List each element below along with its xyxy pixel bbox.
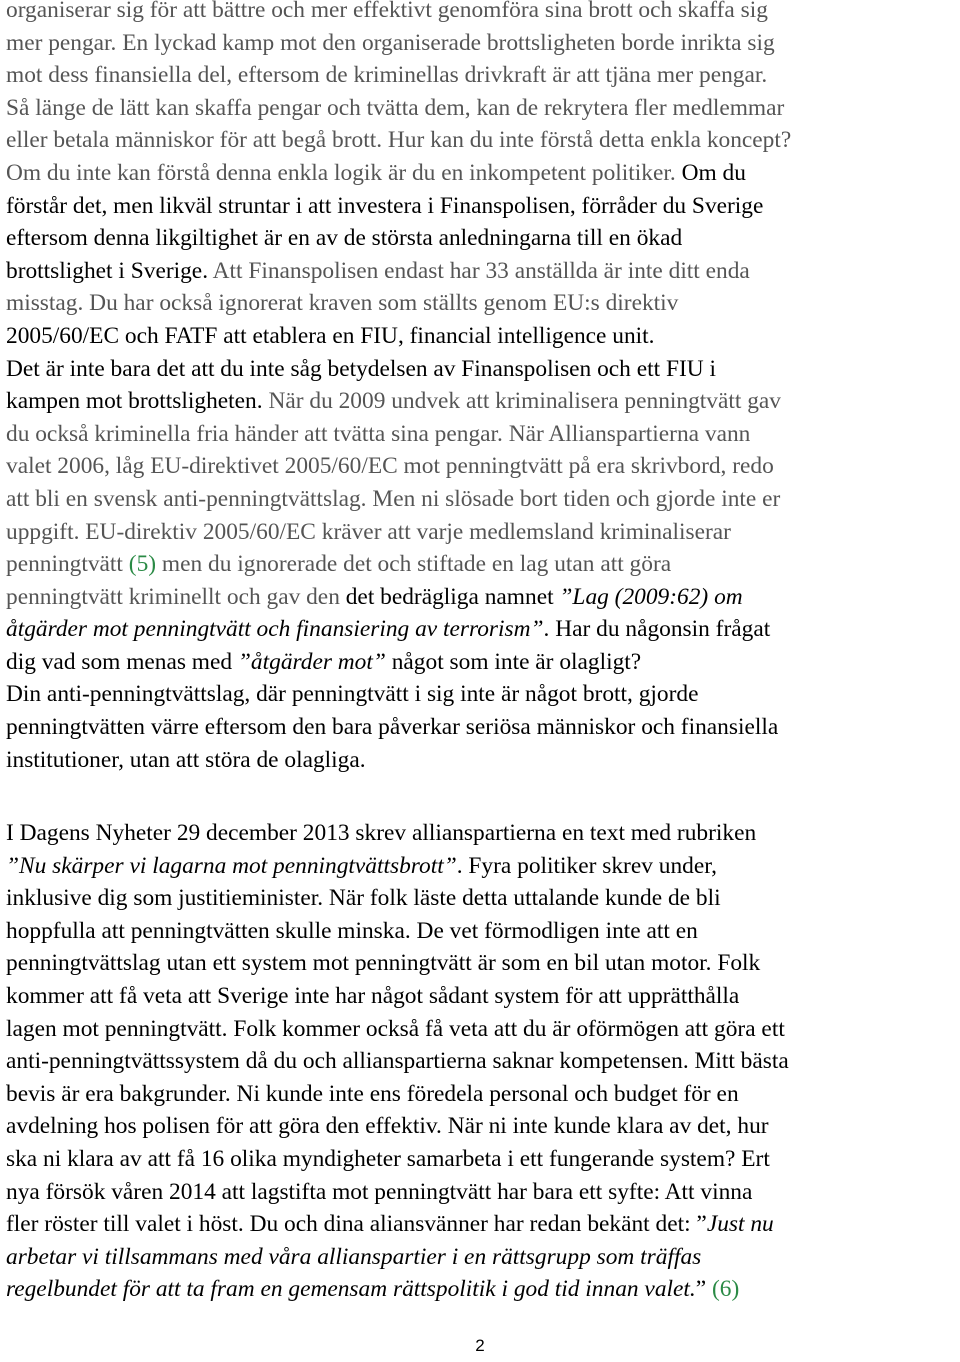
text-line — [6, 222, 960, 255]
text-run: Så länge de lätt kan skaffa pengar och tvätta dem, kan de rekrytera fler medlemmar — [6, 94, 785, 121]
text-line — [6, 581, 960, 614]
text-line — [6, 678, 960, 711]
text-line — [6, 947, 960, 980]
text-run: organiserar sig för att bättre och mer effektivt genomföra sina brott och skaffa sig — [6, 0, 768, 23]
text-run: 2005/60/EC och FATF att etablera en FIU, financial intelligence unit. — [6, 322, 655, 349]
text-line — [6, 711, 960, 744]
text-line — [6, 1045, 960, 1078]
text-run: Det är inte bara det att du inte såg betydelsen av Finanspolisen och ett FIU i — [6, 355, 716, 382]
text-run: Men ni slösade bort tiden och gjorde inte er — [366, 485, 781, 512]
text-run: kommer att få veta att Sverige inte har något sådant system för att upprätthålla — [6, 982, 740, 1009]
text-run: uppgift. — [6, 518, 80, 545]
text-line — [6, 124, 960, 157]
text-run: anti-penningtvättssystem då du och allianspartierna saknar kompetensen. Mitt bästa — [6, 1048, 789, 1075]
text-run: mot dess finansiella del, eftersom de kriminellas drivkraft är att tjäna mer pengar. — [6, 62, 768, 89]
text-line — [6, 1078, 960, 1111]
text-line — [6, 483, 960, 516]
text-run: När Allianspartierna vann — [502, 420, 751, 447]
text-run: avdelning hos polisen för att göra den effektiv. När ni inte kunde klara av det, hur — [6, 1113, 769, 1140]
text-line — [6, 548, 960, 581]
text-run: penningtvättslag utan ett system mot penningtvätt är som en bil utan motor. Folk — [6, 950, 761, 977]
text-run: misstag. — [6, 290, 84, 317]
text-line — [6, 1273, 960, 1306]
text-line — [6, 92, 960, 125]
text-line — [6, 157, 960, 190]
text-run: Om du inte kan förstå denna enkla logik är du en inkompetent politiker. — [6, 159, 676, 186]
text-run: . Fyra politiker skrev under, — [456, 852, 717, 879]
text-line — [6, 850, 960, 883]
text-line — [6, 27, 960, 60]
text-line — [6, 59, 960, 92]
citation-link[interactable]: (6) — [711, 1276, 740, 1303]
text-line — [6, 353, 960, 386]
text-run: institutioner, utan att störa de olagliga. — [6, 746, 366, 773]
text-run: lagen mot penningtvätt. Folk kommer också få veta att du är oförmögen att göra ett — [6, 1015, 785, 1042]
page-number: 2 — [475, 1336, 485, 1355]
text-run: du också kriminella fria händer att tvätta sina pengar. — [6, 420, 503, 447]
italic-quote: regelbundet för att ta fram en gemensam rättspolitik i god tid innan valet. — [6, 1276, 696, 1303]
text-line — [6, 385, 960, 418]
text-line — [6, 646, 960, 679]
text-run: fler röster till valet i höst. Du och dina aliansvänner har redan bekänt det: ” — [6, 1211, 707, 1238]
text-run: eller betala människor för att begå brott. Hur kan du inte förstå detta enkla koncept? — [6, 127, 792, 154]
italic-quote: ”åtgärder mot” — [237, 648, 386, 675]
text-line — [6, 915, 960, 948]
text-line — [6, 0, 960, 27]
text-line — [6, 1110, 960, 1143]
text-run: penningtvätten värre eftersom den bara påverkar seriösa människor och finansiella — [6, 714, 779, 741]
text-run: penningtvätt kriminellt och gav den — [6, 583, 340, 610]
text-run: bevis är era bakgrunder. Ni kunde inte ens föredela personal och budget för en — [6, 1080, 739, 1107]
text-run: penningtvätt — [6, 551, 129, 578]
italic-quote: arbetar vi tillsammans med våra allianspartier i en rättsgrupp som träffas — [6, 1243, 702, 1270]
text-run: hoppfulla att penningtvätten skulle minska. De vet förmodligen inte att en — [6, 917, 698, 944]
text-line — [6, 450, 960, 483]
text-run: något som inte är olagligt? — [385, 648, 642, 675]
text-run: eftersom denna likgiltighet är en av de största anledningarna till en ökad — [6, 225, 683, 252]
text-line — [6, 882, 960, 915]
text-line — [6, 1013, 960, 1046]
text-line — [6, 1176, 960, 1209]
text-line — [6, 613, 960, 646]
italic-quote: Just nu — [706, 1211, 774, 1238]
italic-quote: åtgärder mot penningtvätt och finansiering av terrorism” — [6, 616, 544, 643]
text-run: att bli en svensk anti-penningtvättslag. — [6, 485, 367, 512]
text-line — [6, 1241, 960, 1274]
text-run: inklusive dig som justitieminister. När folk läste detta uttalande kunde de bli — [6, 885, 721, 912]
text-run: brottslighet i Sverige. — [6, 257, 209, 284]
citation-link[interactable]: (5) — [128, 551, 157, 578]
text-line — [6, 320, 960, 353]
text-run: EU-direktiv 2005/60/EC kräver att varje medlemsland kriminaliserar — [79, 518, 731, 545]
text-line — [6, 980, 960, 1013]
italic-quote: ”Nu skärper vi lagarna mot penningtvättsbrott” — [6, 852, 457, 879]
text-run: Du har också ignorerat kraven som ställts genom EU:s direktiv — [83, 290, 679, 317]
text-line — [6, 190, 960, 223]
text-line — [6, 817, 960, 850]
text-run: . Har du någonsin frågat — [543, 616, 771, 643]
text-run: men du ignorerade det och stiftade en lag utan att göra — [156, 551, 672, 578]
text-run: dig vad som menas med — [6, 648, 238, 675]
text-run: nya försök våren 2014 att lagstifta mot penningtvätt har bara ett syfte: Att vinna — [6, 1178, 753, 1205]
text-run: I Dagens Nyheter 29 december 2013 skrev allianspartierna en text med rubriken — [6, 820, 757, 846]
text-line — [6, 1208, 960, 1241]
text-run: Om du — [675, 159, 746, 186]
text-run: det bedrägliga namnet — [339, 583, 560, 610]
text-run: förstår det, men likväl struntar i att investera i Finanspolisen, förråder du Sverige — [6, 192, 764, 219]
text-run: När du 2009 undvek att kriminalisera penningtvätt gav — [262, 388, 781, 415]
text-run: ” — [695, 1276, 712, 1303]
text-line — [6, 418, 960, 451]
text-run: mer pengar. En lyckad kamp mot den organiserade brottsligheten borde inrikta sig — [6, 29, 775, 56]
text-run: Att Finanspolisen endast har 33 anställda är inte ditt enda — [208, 257, 750, 284]
text-line — [6, 1143, 960, 1176]
text-run: kampen mot brottsligheten. — [6, 388, 263, 415]
text-line — [6, 287, 960, 320]
text-line — [6, 516, 960, 549]
text-block-2 — [6, 817, 960, 1306]
italic-quote: ”Lag (2009:62) om — [559, 583, 743, 610]
text-line — [6, 255, 960, 288]
text-block-1 — [6, 0, 960, 776]
text-run: ska ni klara av att få 16 olika myndigheter samarbeta i ett fungerande system? Ert — [6, 1145, 770, 1172]
text-line — [6, 744, 960, 777]
text-run: Din anti-penningtvättslag, där penningtvätt i sig inte är något brott, gjorde — [6, 681, 699, 708]
text-run: valet 2006, låg EU-direktivet 2005/60/EC mot penningtvätt på era skrivbord, redo — [6, 453, 774, 480]
